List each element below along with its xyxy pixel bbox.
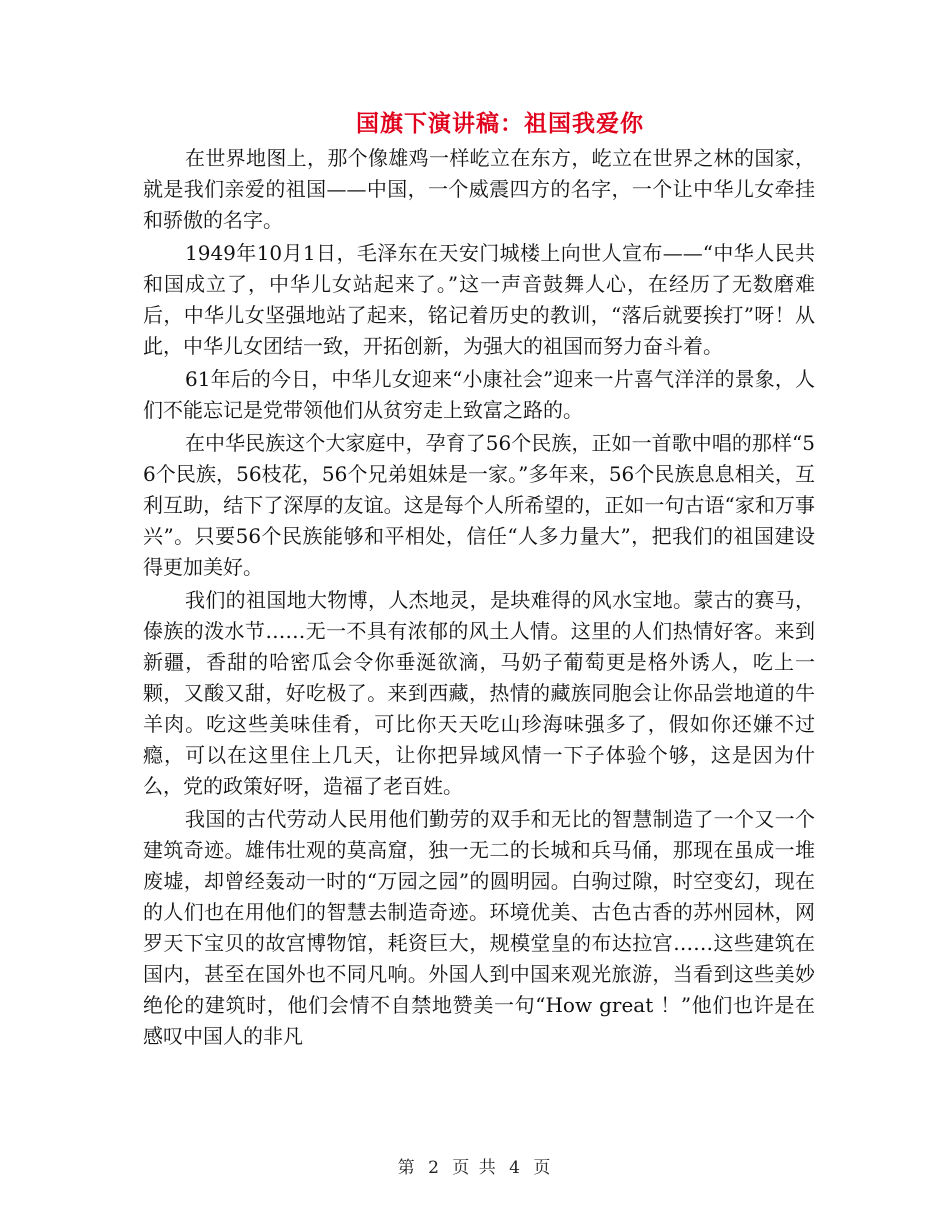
page-footer xyxy=(0,1153,950,1178)
paragraph-4: 在中华民族这个大家庭中，孕育了56个民族，正如一首歌中唱的那样“56个民族，56枝花，56个兄弟姐妹是一家。”多年来，56个民族息息相关，互利互助，结下了深厚的友谊。这是每个人所希望的，正如一句古语“家和万事兴”。只要56个民族能够和平相处，信任“人多力量大”，把我们的祖国建设得更加美好。 xyxy=(143,431,815,579)
footer-mid: 页 共 xyxy=(452,1158,498,1178)
paragraph-5: 我们的祖国地大物博，人杰地灵，是块难得的风水宝地。蒙古的赛马，傣族的泼水节……无一不具有浓郁的风土人情。这里的人们热情好客。来到新疆，香甜的哈密瓜会令你垂涎欲滴，马奶子葡萄更是格外诱人，吃上一颗，又酸又甜，好吃极了。来到西藏，热情的藏族同胞会让你品尝地道的牛羊肉。吃这些美味佳肴，可比你天天吃山珍海味强多了，假如你还嫌不过瘾，可以在这里住上几天，让你把异域风情一下子体验个够，这是因为什么，党的政策好呀，造福了老百姓。 xyxy=(143,588,815,798)
paragraph-1: 在世界地图上，那个像雄鸡一样屹立在东方，屹立在世界之林的国家，就是我们亲爱的祖国——中国，一个威震四方的名字，一个让中华儿女牵挂和骄傲的名字。 xyxy=(143,146,815,232)
footer-prefix: 第 xyxy=(397,1158,417,1178)
paragraph-6: 我国的古代劳动人民用他们勤劳的双手和无比的智慧制造了一个又一个建筑奇迹。雄伟壮观的莫高窟，独一无二的长城和兵马俑，那现在虽成一堆废墟，却曾经轰动一时的“万园之园”的圆明园。白驹过隙，时空变幻，现在的人们也在用他们的智慧去制造奇迹。环境优美、古色古香的苏州园林，网罗天下宝贝的故宫博物馆，耗资巨大，规模堂皇的布达拉宫……这些建筑在 国内，甚至在国外也不同凡响。外国人到中国来观光旅游，当看到这些美妙绝伦的建筑时，他们会情不自禁地赞美一句“How great ！”他们也许是在感叹中国人的非凡 xyxy=(143,807,815,1048)
footer-page-current: 2 xyxy=(428,1158,441,1178)
footer-suffix: 页 xyxy=(533,1158,553,1178)
document-title: 国旗下演讲稿：祖国我爱你 xyxy=(356,110,644,137)
document-body xyxy=(143,143,815,1054)
footer-page-total: 4 xyxy=(509,1158,522,1178)
paragraph-2: 1949年10月1日，毛泽东在天安门城楼上向世人宣布——“中华人民共和国成立了，中华儿女站起来了。”这一声音鼓舞人心，在经历了无数磨难后，中华儿女坚强地站了起来，铭记着历史的教训，“落后就要挨打”呀！从此，中华儿女团结一致，开拓创新，为强大的祖国而努力奋斗着。 xyxy=(143,241,815,358)
paragraph-3: 61年后的今日，中华儿女迎来“小康社会”迎来一片喜气洋洋的景象，人们不能忘记是党带领他们从贫穷走上致富之路的。 xyxy=(143,367,815,422)
